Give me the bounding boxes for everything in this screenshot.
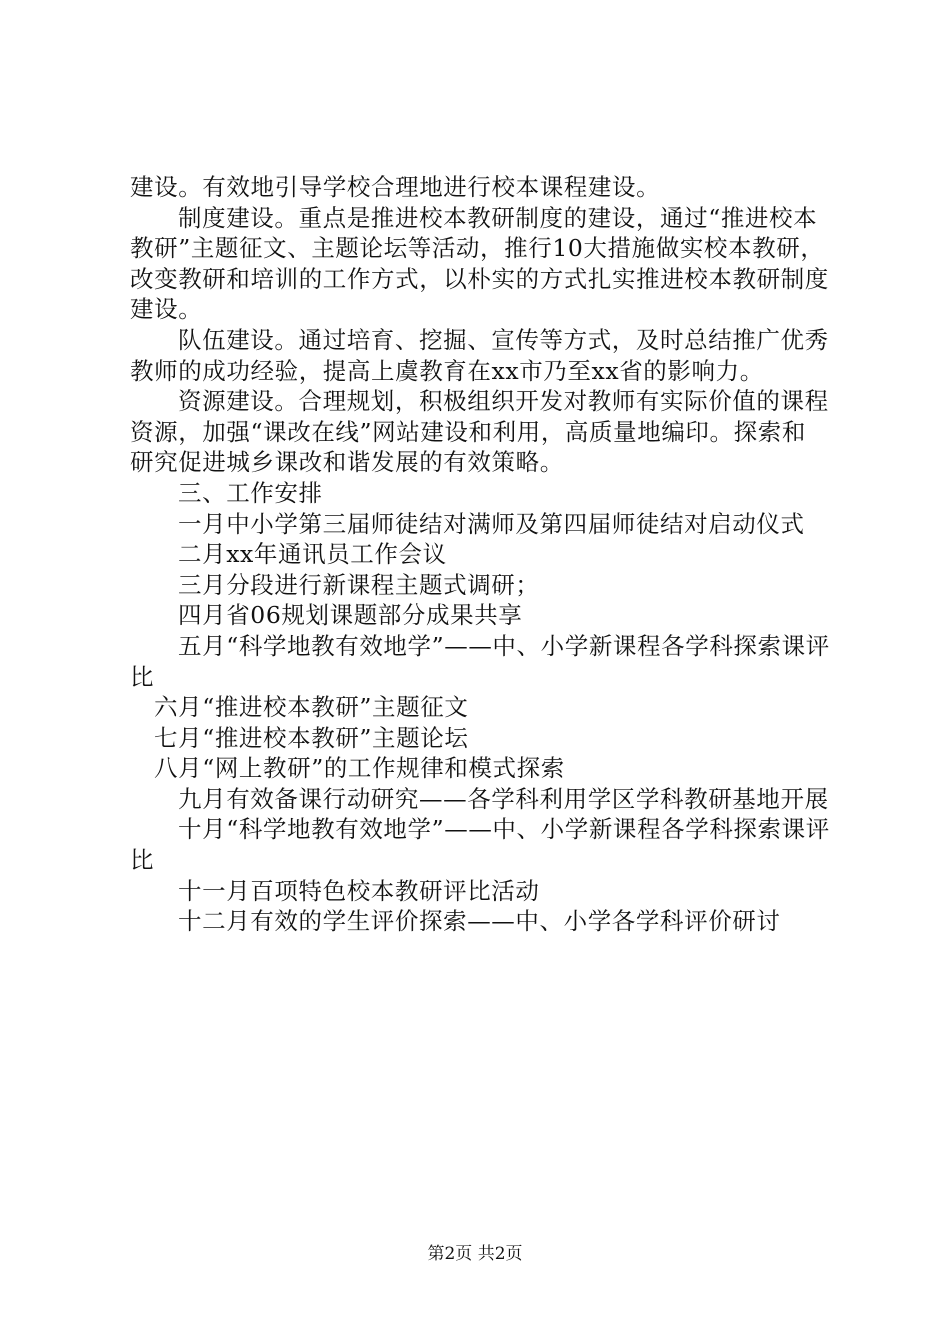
schedule-item-may: 五月“科学地教有效地学”——中、小学新课程各学科探索课评比	[130, 631, 830, 691]
schedule-item-september: 九月有效备课行动研究——各学科利用学区学科教研基地开展	[178, 784, 829, 813]
schedule-item-august: 八月“网上教研”的工作规律和模式探索	[154, 754, 565, 783]
schedule-item-december: 十二月有效的学生评价探索——中、小学各学科评价研讨	[178, 907, 781, 936]
schedule-item-april: 四月省06规划课题部分成果共享	[178, 601, 523, 630]
paragraph-team-building: 队伍建设。通过培育、挖掘、宣传等方式，及时总结推广优秀教师的成功经验，提高上虞教育在xx市乃至xx省的影响力。	[130, 325, 829, 385]
section-heading-work-plan: 三、工作安排	[178, 478, 323, 507]
schedule-item-march: 三月分段进行新课程主题式调研；	[178, 570, 540, 599]
schedule-item-february: 二月xx年通讯员工作会议	[178, 540, 447, 569]
paragraph-curriculum-end: 建设。有效地引导学校合理地进行校本课程建设。	[130, 173, 661, 201]
paragraph-resource-building: 资源建设。合理规划，积极组织开发对教师有实际价值的课程资源，加强“课改在线”网站建设和利用，高质量地编印。探索和研究促进城乡课改和谐发展的有效策略。	[130, 387, 829, 477]
schedule-item-january: 一月中小学第三届师徒结对满师及第四届师徒结对启动仪式	[178, 509, 805, 538]
paragraph-system-building: 制度建设。重点是推进校本教研制度的建设，通过“推进校本教研”主题征文、主题论坛等活动，推行10大措施做实校本教研，改变教研和培训的工作方式，以朴实的方式扎实推进校本教研制度建设。	[130, 203, 829, 324]
schedule-item-november: 十一月百项特色校本教研评比活动	[178, 876, 540, 905]
page-footer: 第2页 共2页	[427, 1244, 523, 1264]
schedule-item-july: 七月“推进校本教研”主题论坛	[154, 723, 469, 752]
schedule-item-june: 六月“推进校本教研”主题征文	[154, 693, 469, 722]
schedule-item-october: 十月“科学地教有效地学”——中、小学新课程各学科探索课评比	[130, 815, 830, 875]
document-body	[130, 172, 830, 937]
